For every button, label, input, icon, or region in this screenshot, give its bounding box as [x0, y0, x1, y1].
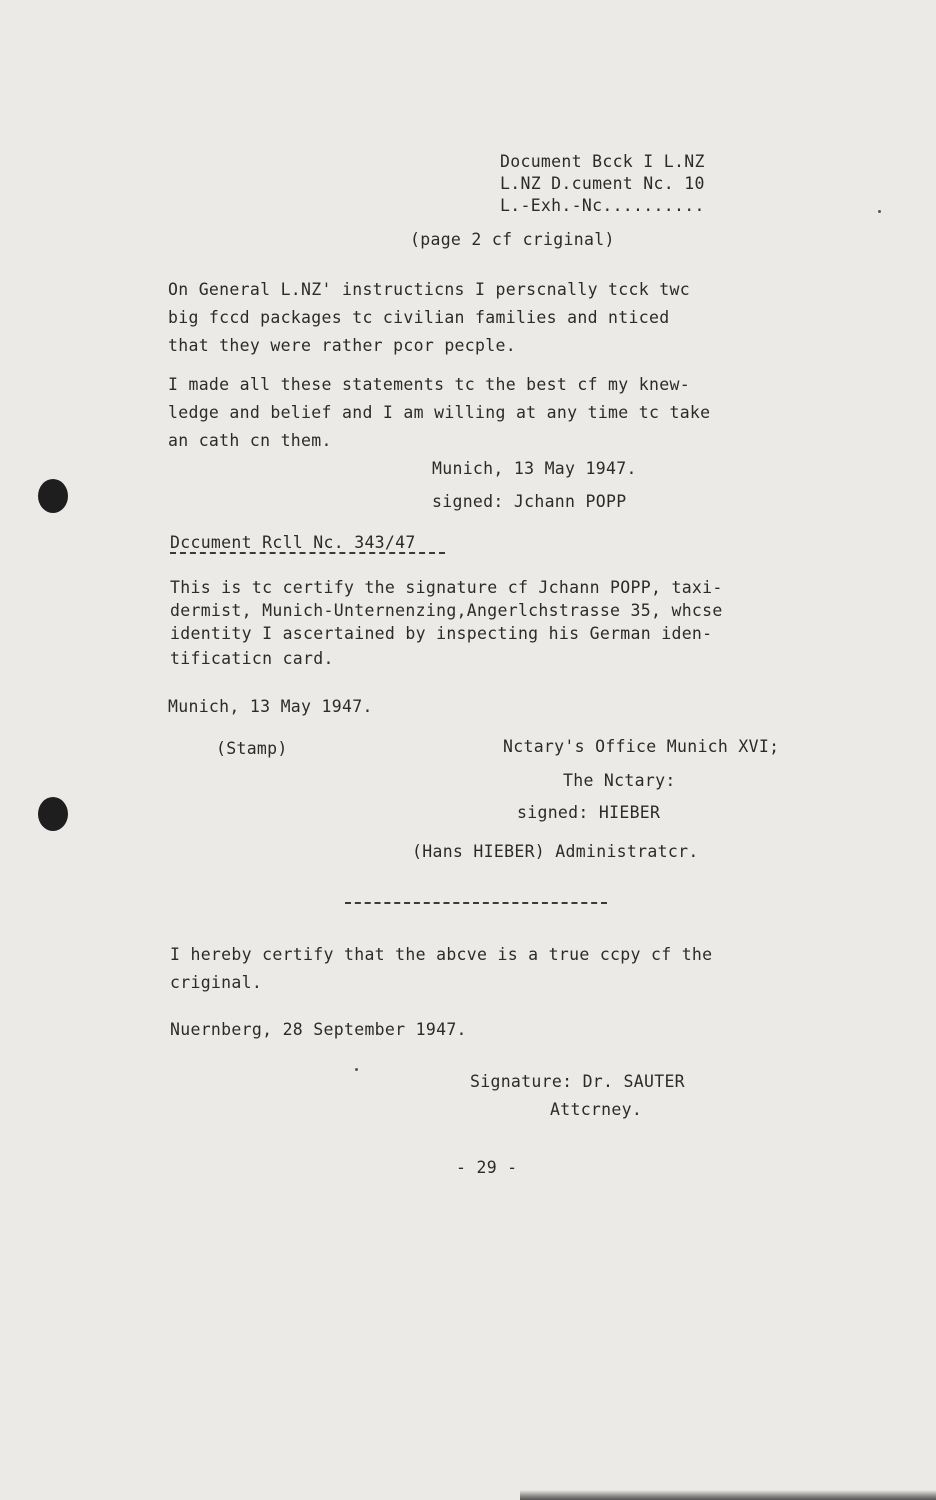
punch-hole-top: [38, 479, 68, 513]
certification-line-1: I hereby certify that the abcve is a true ccpy cf the: [170, 945, 713, 964]
attorney: Attcrney.: [550, 1100, 643, 1119]
notary-office: Nctary's Office Munich XVI;: [503, 737, 780, 756]
page-number: - 29 -: [456, 1158, 518, 1177]
paper-speck: [355, 1068, 358, 1071]
signed-1: signed: Jchann POPP: [432, 492, 627, 511]
place-date-3: Nuernberg, 28 September 1947.: [170, 1020, 467, 1039]
header-line-2: L.NZ D.cument Nc. 10: [500, 174, 705, 193]
paragraph2-line-2: ledge and belief and I am willing at any time tc take: [168, 403, 711, 422]
doc-roll-underline: [170, 552, 445, 554]
paragraph1-line-2: big fccd packages tc civilian families and nticed: [168, 308, 670, 327]
page-note: (page 2 cf criginal): [410, 230, 615, 249]
punch-hole-bottom: [38, 797, 68, 831]
signature: Signature: Dr. SAUTER: [470, 1072, 685, 1091]
header-line-1: Document Bcck I L.NZ: [500, 152, 705, 171]
place-date-2: Munich, 13 May 1947.: [168, 697, 373, 716]
place-date-1: Munich, 13 May 1947.: [432, 459, 637, 478]
document-roll: Dccument Rcll Nc. 343/47: [170, 533, 416, 552]
paragraph2-line-1: I made all these statements tc the best cf my knew-: [168, 375, 690, 394]
separator-rule: [345, 902, 607, 904]
paragraph2-line-3: an cath cn them.: [168, 431, 332, 450]
stamp-label: (Stamp): [216, 739, 288, 758]
paper-edge-shadow: [520, 1490, 936, 1500]
certify-line-3: identity I ascertained by inspecting his German iden-: [170, 624, 713, 643]
administrator: (Hans HIEBER) Administratcr.: [412, 842, 699, 861]
paragraph1-line-1: On General L.NZ' instructicns I perscnally tcck twc: [168, 280, 690, 299]
paragraph1-line-3: that they were rather pcor pecple.: [168, 336, 516, 355]
certify-line-4: tificaticn card.: [170, 649, 334, 668]
certification-line-2: criginal.: [170, 973, 263, 992]
paper-speck: [878, 210, 881, 213]
header-line-3: L.-Exh.-Nc..........: [500, 196, 705, 215]
notary-title: The Nctary:: [563, 771, 676, 790]
certify-line-1: This is tc certify the signature cf Jchann POPP, taxi-: [170, 578, 723, 597]
signed-2: signed: HIEBER: [517, 803, 661, 822]
certify-line-2: dermist, Munich-Unternenzing,Angerlchstrasse 35, whcse: [170, 601, 723, 620]
